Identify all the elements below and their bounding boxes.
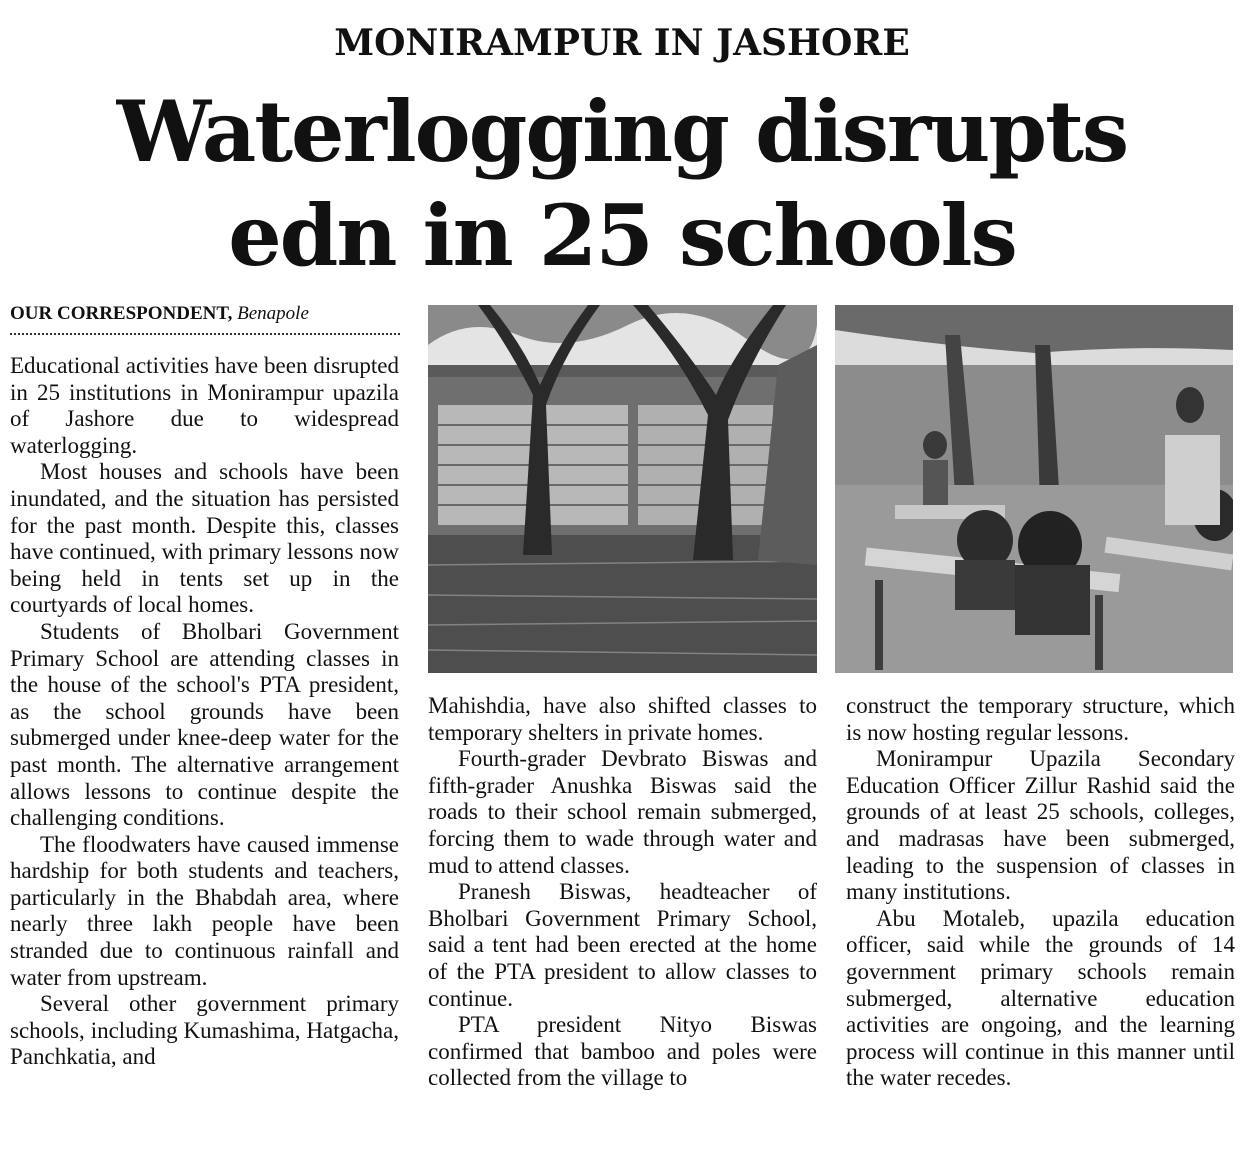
paragraph: Students of Bholbari Government Primary School are attending classes in the house of the school's PTA president, as the school grounds have been submerged under knee-deep water for the past month. The alternative arrangement allows lessons to continue despite the challenging conditions. [10,618,399,831]
paragraph: PTA president Nityo Biswas confirmed that bamboo and poles were collected from the village to [428,1012,817,1091]
paragraph: Mahishdia, have also shifted classes to temporary shelters in private homes. [428,693,817,745]
headline-line-1: Waterlogging disrupts [116,82,1128,181]
photo-flooded-school [428,305,817,673]
article-column-3 [846,693,1235,1159]
article-column-2 [428,693,817,1159]
paragraph: Abu Motaleb, upazila education officer, said while the grounds of 14 government primary schools remain submerged, alternative education activities are ongoing, and the learning process will continue in this manner until the water recedes. [846,905,1235,1091]
paragraph: Fourth-grader Devbrato Biswas and fifth-grader Anushka Biswas said the roads to their school remain submerged, forcing them to wade through water and mud to attend classes. [428,746,817,878]
paragraph: construct the temporary structure, which is now hosting regular lessons. [846,693,1235,745]
tent-classroom-image [835,305,1233,673]
photo-tent-classroom [835,305,1233,673]
paragraph: Monirampur Upazila Secondary Education Officer Zillur Rashid said the grounds of at least 25 schools, colleges, and madrasas have been submerged, leading to the suspension of classes in many institutions. [846,746,1235,905]
byline [10,303,400,335]
paragraph: Pranesh Biswas, headteacher of Bholbari Government Primary School, said a tent had been erected at the home of the PTA president to allow classes to continue. [428,879,817,1011]
headline [0,80,1244,288]
paragraph: Most houses and schools have been inundated, and the situation has persisted for the past month. Despite this, classes have continued, with primary lessons now being held in tents set up in the courtyards of local homes. [10,459,399,618]
article-column-1 [10,353,399,1159]
byline-location: Benapole [237,303,309,324]
headline-line-2: edn in 25 schools [228,186,1016,285]
byline-author: OUR CORRESPONDENT, [10,303,233,324]
paragraph: The floodwaters have caused immense hardship for both students and teachers, particularly in the Bhabdah area, where nearly three lakh people have been stranded due to continuous rainfall and water from upstream. [10,831,399,990]
paragraph: Educational activities have been disrupted in 25 institutions in Monirampur upazila of Jashore due to widespread waterlogging. [10,353,399,458]
paragraph: Several other government primary schools, including Kumashima, Hatgacha, Panchkatia, and [10,991,399,1070]
flooded-school-image [428,305,817,673]
kicker: MONIRAMPUR IN JASHORE [334,22,910,64]
